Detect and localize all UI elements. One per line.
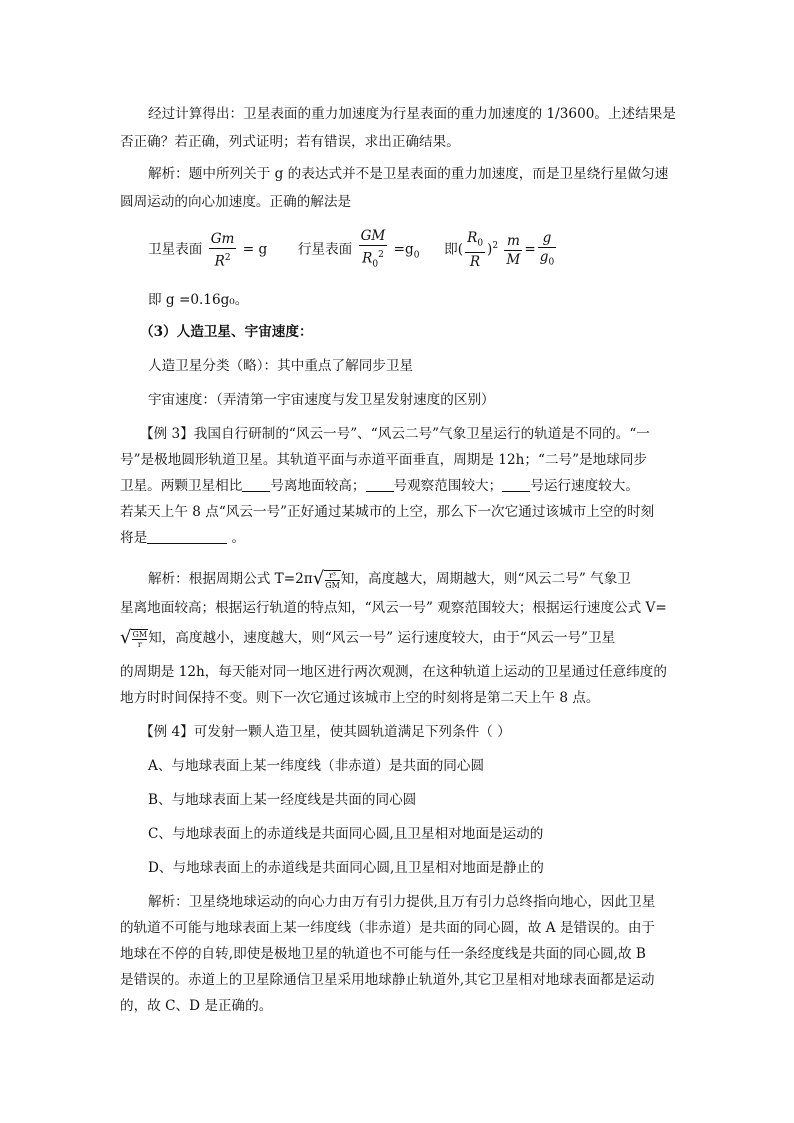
fraction: $\frac{g}{g_0}$ xyxy=(539,229,555,268)
answer-3-line: 解析：根据周期公式 T=2π√ $\frac{\text{r³}}{GM}$ 知，高度越大，周期越大，则“风云二号” 气象卫 xyxy=(148,566,631,593)
example-3-line: 将是 。 xyxy=(120,530,246,546)
fraction: $\frac{m}{M}$ xyxy=(506,232,521,268)
paragraph-line: 宇宙速度：（弄清第一宇宙速度与发卫星发射速度的区别） xyxy=(148,392,495,408)
answer-3-line: 星离地面较高；根据运行轨道的特点知，“风云一号” 观察范围较大；根据运行速度公式 V= xyxy=(120,600,667,616)
example-4-question: 【例 4】可发射一颗人造卫星，使其圆轨道满足下列条件（ ） xyxy=(140,724,511,740)
answer-blank xyxy=(366,477,394,492)
example-3-line: 号”是极地圆形轨道卫星。其轨道平面与赤道平面垂直，周期是 12h；“二号”是地球同步 xyxy=(120,452,648,468)
section-title: （3）人造卫星、宇宙速度： xyxy=(140,324,313,340)
answer-4-line: 是错误的。赤道上的卫星除通信卫星采用地球静止轨道外,其它卫星相对地球表面都是运动 xyxy=(120,972,655,988)
answer-4-line: 的轨道不可能与地球表面上某一纬度线（非赤道）是共面的同心圆，故 A 是错误的。由于 xyxy=(120,920,656,936)
fraction: $\frac{GM}{R_0^2}$ xyxy=(360,227,386,270)
answer-4-line: 的，故 C、D 是正确的。 xyxy=(120,998,273,1014)
paragraph-line: 经过计算得出：卫星表面的重力加速度为行星表面的重力加速度的 1/3600。上述结果是 xyxy=(148,106,676,122)
paragraph-line: 圆周运动的向心加速度。正确的解法是 xyxy=(120,194,352,210)
formula-label: 卫星表面 xyxy=(148,241,203,258)
paragraph-line: 解析：题中所列关于 g 的表达式并不是卫星表面的重力加速度，而是卫星绕行星做匀速 xyxy=(148,166,669,182)
sqrt-expression: √ $\frac{\text{r³}}{GM}$ xyxy=(312,567,340,590)
example-3-line: 【例 3】我国自行研制的“风云一号”、“风云二号”气象卫星运行的轨道是不同的。“一 xyxy=(140,426,650,442)
answer-4-line: 地球在不停的自转,即使是极地卫星的轨道也不可能与任一条经度线是共面的同心圆,故 B xyxy=(120,946,646,962)
example-3-line: 卫星。两颗卫星相比 号离地面较高； 号观察范围较大； 号运行速度较大。 xyxy=(120,478,639,494)
option-b: B、与地球表面上某一经度线是共面的同心圆 xyxy=(148,792,417,808)
answer-4-line: 解析：卫星绕地球运动的向心力由万有引力提供,且万有引力总终指向地心，因此卫星 xyxy=(148,894,656,910)
fraction: $\frac{Gm}{R^2}$ xyxy=(210,230,235,270)
answer-3-line: 地方时时间保持不变。则下一次它通过该城市上空的时刻将是第二天上午 8 点。 xyxy=(120,690,600,706)
answer-3-line: √ $\frac{GM}{r}$ 知，高度越小，速度越大，则“风云一号” 运行速度较大，由于“风云一号”卫星 xyxy=(120,626,616,649)
formula-row: 卫星表面 $\frac{Gm}{R^2}$ = g 行星表面 $\frac{GM}{R_0^2}$ $=g_0$ 即( $\frac{R_0}{R}$ )$^2$ $\frac{m}{M}$ = $\frac{g}{g_0}$ xyxy=(148,226,558,274)
paragraph-line: 否正确？若正确，列式证明；若有错误，求出正确结果。 xyxy=(120,134,460,150)
answer-blank xyxy=(242,477,270,492)
option-c: C、与地球表面上的赤道线是共面同心圆,且卫星相对地面是运动的 xyxy=(148,826,544,842)
fraction: $\frac{R_0}{R}$ xyxy=(467,229,484,271)
sqrt-expression: √ $\frac{GM}{r}$ xyxy=(120,626,148,649)
option-d: D、与地球表面上的赤道线是共面同心圆,且卫星相对地面是静止的 xyxy=(148,860,544,876)
option-a: A、与地球表面上某一纬度线（非赤道）是共面的同心圆 xyxy=(148,758,485,774)
formula-label: 行星表面 xyxy=(297,241,353,258)
example-3-line: 若某天上午 8 点“风云一号”正好通过某城市的上空，那么下一次它通过该城市上空的时刻 xyxy=(120,504,655,520)
result-line: 即 g =0.16g₀。 xyxy=(148,292,249,308)
answer-blank xyxy=(147,529,227,544)
answer-blank xyxy=(502,477,530,492)
answer-3-line: 的周期是 12h，每天能对同一地区进行两次观测，在这种轨道上运动的卫星通过任意纬度的 xyxy=(120,664,667,680)
paragraph-line: 人造卫星分类（略）：其中重点了解同步卫星 xyxy=(148,358,414,374)
